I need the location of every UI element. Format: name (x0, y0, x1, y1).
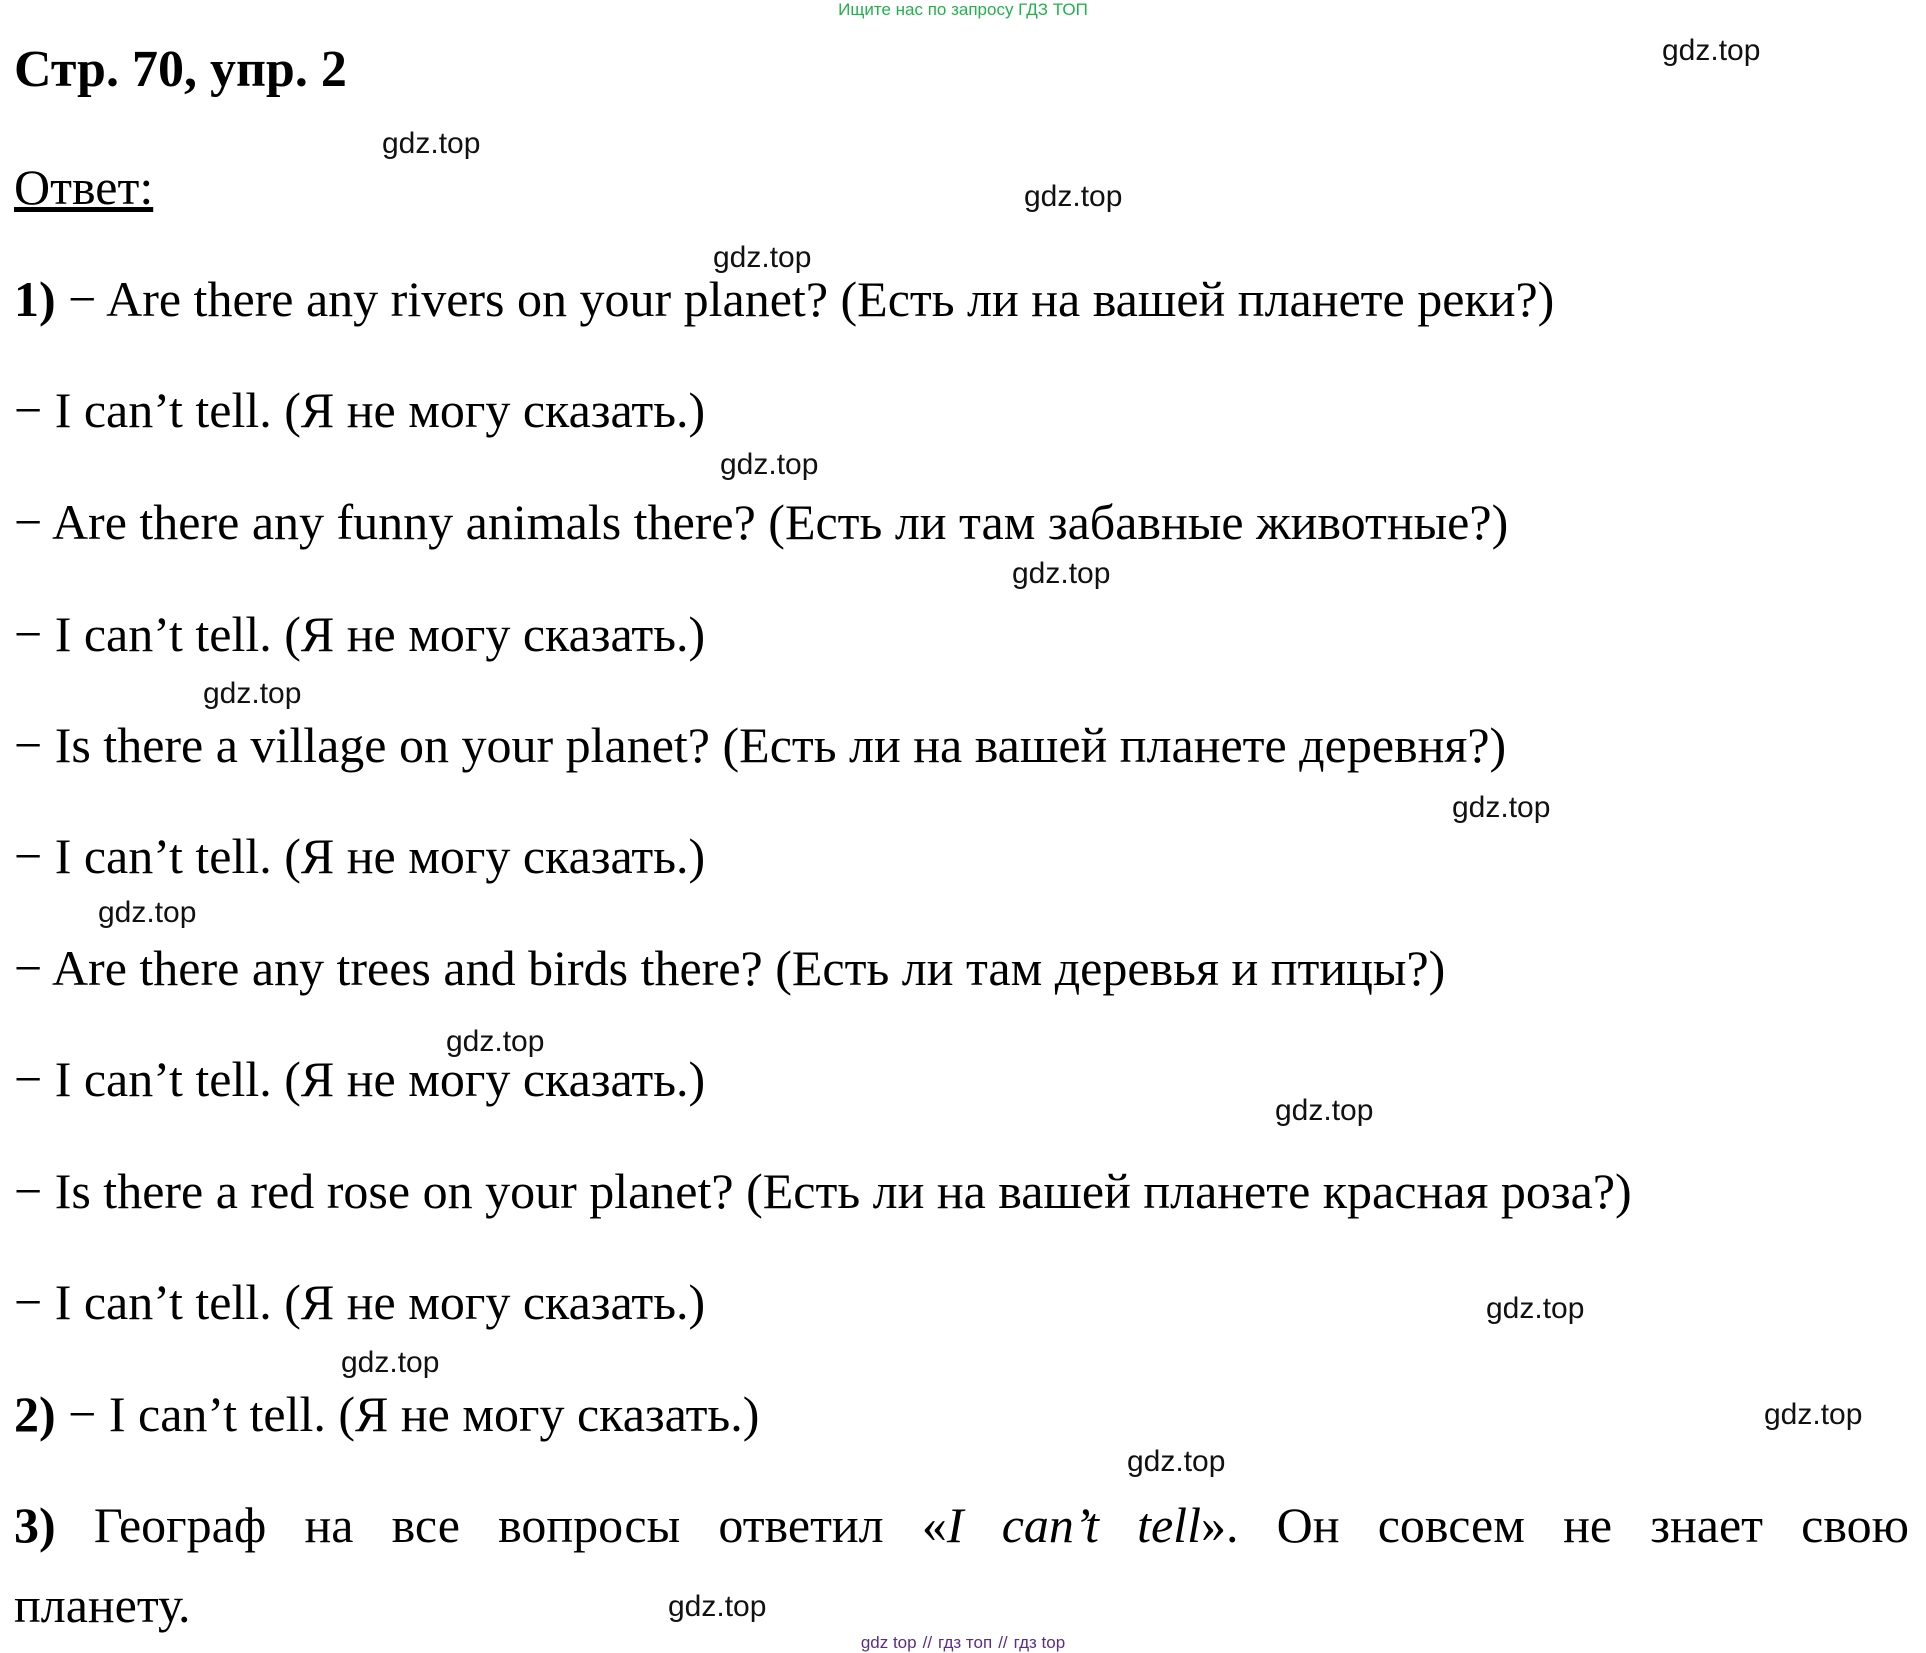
watermark: gdz.top (1764, 1398, 1863, 1431)
line-text: − Are there any trees and birds there? (Есть ли там деревья и птицы?) (14, 940, 1446, 996)
item-3-quote: I can’t tell (946, 1497, 1201, 1553)
watermark: gdz.top (382, 127, 481, 160)
watermark: gdz.top (1486, 1292, 1585, 1325)
footer-link-2[interactable]: гдз топ (938, 1633, 993, 1652)
item-3-text-after: ». Он совсем не знает свою (1200, 1497, 1909, 1553)
dialogue-line-1 (14, 270, 1554, 328)
line-text: − I can’t tell. (Я не могу сказать.) (14, 828, 706, 884)
top-banner: Ищите нас по запросу ГДЗ ТОП (838, 0, 1088, 19)
watermark: gdz.top (203, 677, 302, 710)
dialogue-line-11 (14, 1385, 759, 1443)
dialogue-line-9 (14, 1162, 1632, 1220)
line-text: − I can’t tell. (Я не могу сказать.) (14, 382, 706, 438)
footer-link-1[interactable]: gdz top (860, 1633, 917, 1652)
watermark: gdz.top (1662, 34, 1761, 67)
line-text: − I can’t tell. (Я не могу сказать.) (14, 606, 706, 662)
dialogue-line-5 (14, 716, 1506, 774)
answer-label: Ответ: (14, 159, 154, 215)
item-number: 1) (14, 271, 56, 327)
line-text: − I can’t tell. (Я не могу сказать.) (14, 1051, 706, 1107)
footer-separator: // (922, 1633, 933, 1652)
line-text: − I can’t tell. (Я не могу сказать.) (14, 1274, 706, 1330)
watermark: gdz.top (1127, 1445, 1226, 1478)
item-number: 3) (14, 1497, 56, 1553)
item-number: 2) (14, 1386, 56, 1442)
line-text: − Are there any rivers on your planet? (Есть ли на вашей планете реки?) (55, 271, 1555, 327)
dialogue-line-8 (14, 1050, 705, 1108)
watermark: gdz.top (668, 1590, 767, 1623)
item-3-text-before: Географ на все вопросы ответил « (55, 1497, 947, 1553)
line-text: − I can’t tell. (Я не могу сказать.) (55, 1386, 760, 1442)
watermark: gdz.top (341, 1346, 440, 1379)
dialogue-line-4 (14, 605, 705, 663)
watermark: gdz.top (713, 241, 812, 274)
footer-link-3[interactable]: гдз top (1013, 1633, 1066, 1652)
dialogue-line-7 (14, 939, 1445, 997)
watermark: gdz.top (98, 896, 197, 929)
page-title: Стр. 70, упр. 2 (14, 41, 347, 98)
watermark: gdz.top (1024, 180, 1123, 213)
dialogue-line-3 (14, 493, 1508, 551)
watermark: gdz.top (1275, 1094, 1374, 1127)
dialogue-line-6 (14, 827, 705, 885)
item-3-line-1 (14, 1496, 1909, 1554)
watermark: gdz.top (720, 448, 819, 481)
watermark: gdz.top (1452, 791, 1551, 824)
item-3-line-2: планету. (14, 1577, 191, 1633)
footer-separator: // (998, 1633, 1008, 1652)
dialogue-line-10 (14, 1273, 705, 1331)
dialogue-line-2 (14, 381, 705, 439)
footer-links (0, 1633, 1926, 1653)
line-text: − Is there a village on your planet? (Есть ли на вашей планете деревня?) (14, 717, 1507, 773)
watermark: gdz.top (446, 1025, 545, 1058)
line-text: − Is there a red rose on your planet? (Есть ли на вашей планете красная роза?) (14, 1163, 1632, 1219)
line-text: − Are there any funny animals there? (Есть ли там забавные животные?) (14, 494, 1509, 550)
watermark: gdz.top (1012, 557, 1111, 590)
